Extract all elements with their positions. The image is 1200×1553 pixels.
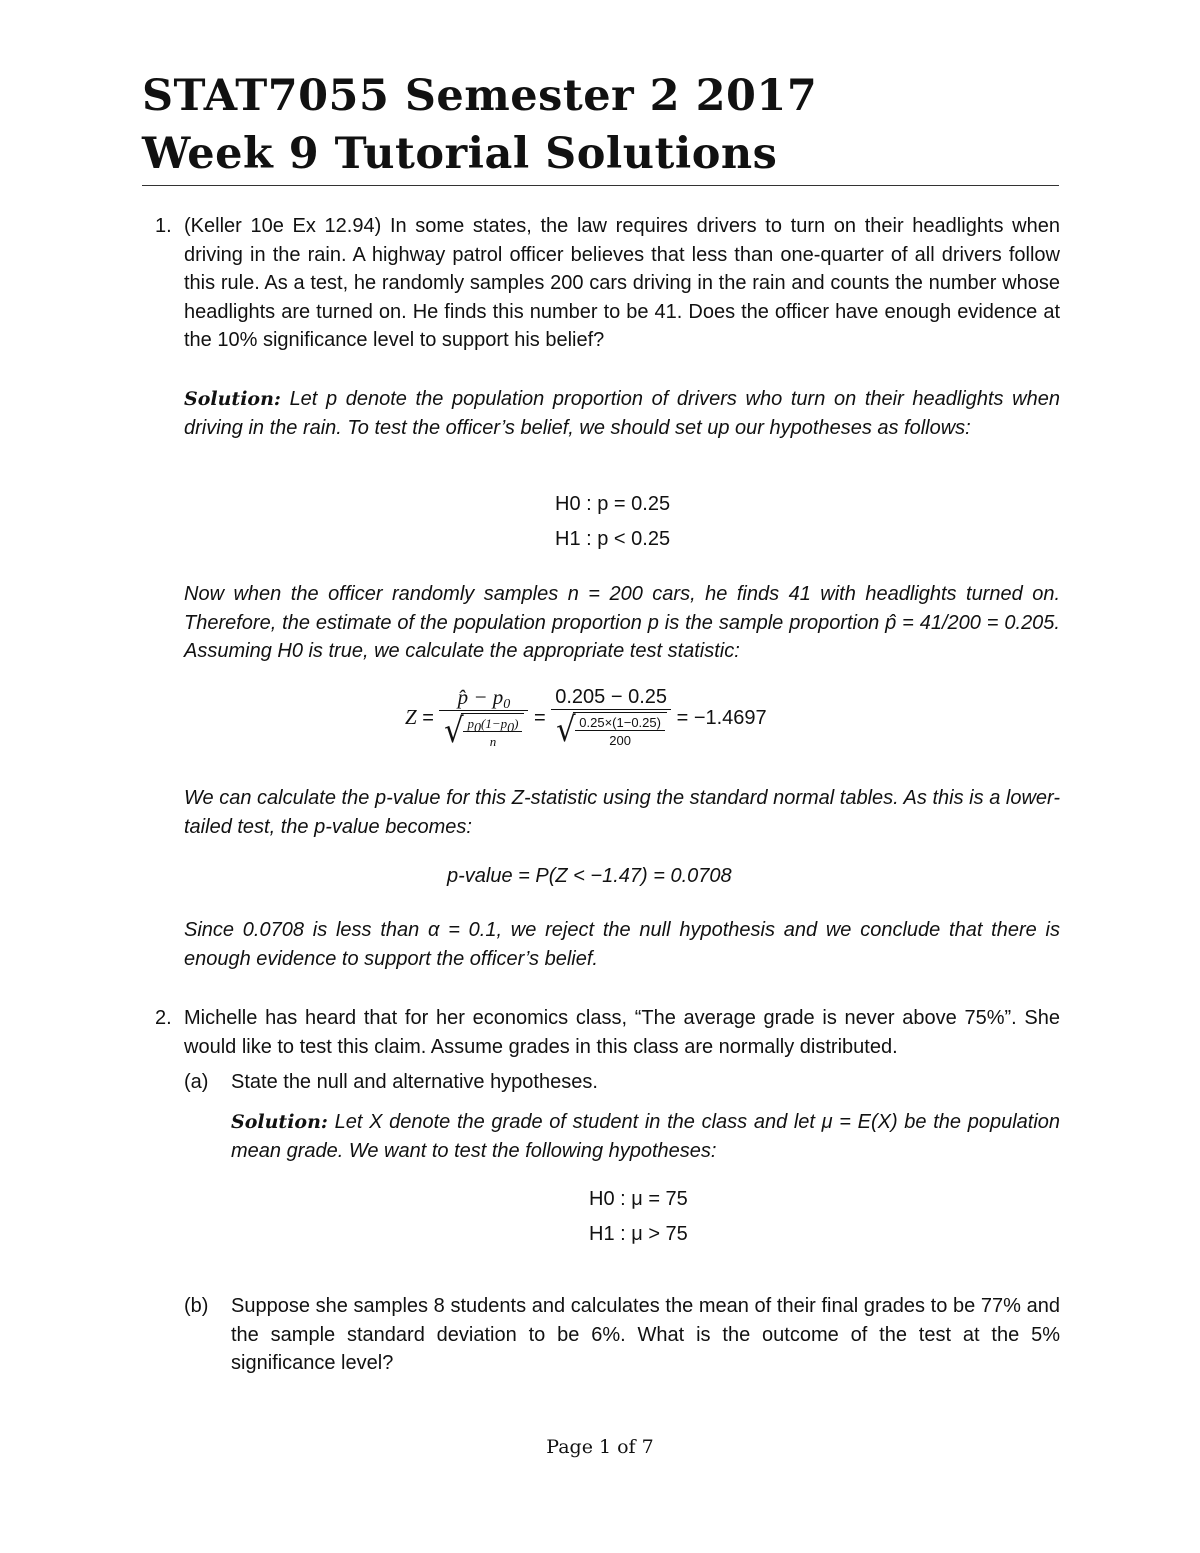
page-title-line2: Week 9 Tutorial Solutions <box>142 129 778 179</box>
question-2-text: Michelle has heard that for her economics class, “The average grade is never above 75%”. She would like to test this claim. Assume grades in this class are normally distributed. <box>184 1007 1060 1058</box>
part-a-text: State the null and alternative hypotheses. <box>231 1071 598 1093</box>
question-1-estimate-paragraph: Now when the officer randomly samples n = 200 cars, he finds 41 with headlights turned on. Therefore, the estimate of the population proportion p is the sample proportion p̂ = 41/200 = 0.205. Assuming H0 is true, we calculate the appropriate test statistic: <box>184 583 1060 663</box>
hypothesis-h0-q1: H0 : p = 0.25 <box>555 493 671 515</box>
part-a-solution-label: Solution: <box>231 1111 328 1133</box>
title-divider <box>142 185 1059 186</box>
z-numeric-fraction: 0.205 − 0.25 √ $\frac{0.25\times(1-0.25)}{200}$ <box>551 686 671 751</box>
z-general-fraction: p̂ − $p_0$ √ $\frac{p_0(1-p_0)}{n}$ <box>439 685 528 752</box>
part-b-text: Suppose she samples 8 students and calculates the mean of their final grades to be 77% and the sample standard deviation to be 6%. What is the outcome of the test at the 5% significance level? <box>231 1295 1060 1375</box>
hypothesis-h1-q2: H1 : μ > 75 <box>589 1223 688 1245</box>
hypothesis-h1-q1: H1 : p < 0.25 <box>555 528 671 550</box>
hypothesis-h0-q2: H0 : μ = 75 <box>589 1188 688 1210</box>
question-number-2: 2. <box>155 1007 172 1029</box>
part-a-label: (a) <box>184 1071 209 1093</box>
question-1-conclusion: Since 0.0708 is less than α = 0.1, we reject the null hypothesis and we conclude that there is enough evidence to support the officer’s belief. <box>184 919 1060 970</box>
part-b-label: (b) <box>184 1295 209 1317</box>
question-1-pvalue-paragraph: We can calculate the p-value for this Z-statistic using the standard normal tables. As this is a lower-tailed test, the p-value becomes: <box>184 787 1060 838</box>
solution-intro-text: Let p denote the population proportion of drivers who turn on their headlights when driving in the rain. To test the officer’s belief, we should set up our hypotheses as follows: <box>184 388 1060 439</box>
question-number-1: 1. <box>155 215 172 237</box>
z-statistic-formula: Z = p̂ − $p_0$ √ $\frac{p_0(1-p_0)}{n}$ = 0.205 − 0.25 √ $\frac{0.25\times(1-0.25)}{200}$ = −1.4697 <box>405 685 767 751</box>
solution-label: Solution: <box>184 388 281 410</box>
part-a-solution <box>231 1108 1060 1165</box>
question-1-solution-intro <box>184 385 1060 442</box>
part-a-solution-text: Let X denote the grade of student in the class and let μ = E(X) be the population mean grade. We want to test the following hypotheses: <box>231 1111 1061 1162</box>
z-statistic-result: = −1.4697 <box>676 706 767 729</box>
question-1-text: (Keller 10e Ex 12.94) In some states, the law requires drivers to turn on their headlights when driving in the rain. A highway patrol officer believes that less than one-quarter of all drivers follow this rule. As a test, he randomly samples 200 cars driving in the rain and counts the number whose headlights are turned on. He finds this number to be 41. Does the officer have enough evidence at the 10% significance level to support his belief? <box>184 215 1060 352</box>
page-title-line1: STAT7055 Semester 2 2017 <box>142 71 818 121</box>
pvalue-equation: p-value = P(Z < −1.47) = 0.0708 <box>447 865 732 887</box>
page-number: Page 1 of 7 <box>546 1436 654 1458</box>
